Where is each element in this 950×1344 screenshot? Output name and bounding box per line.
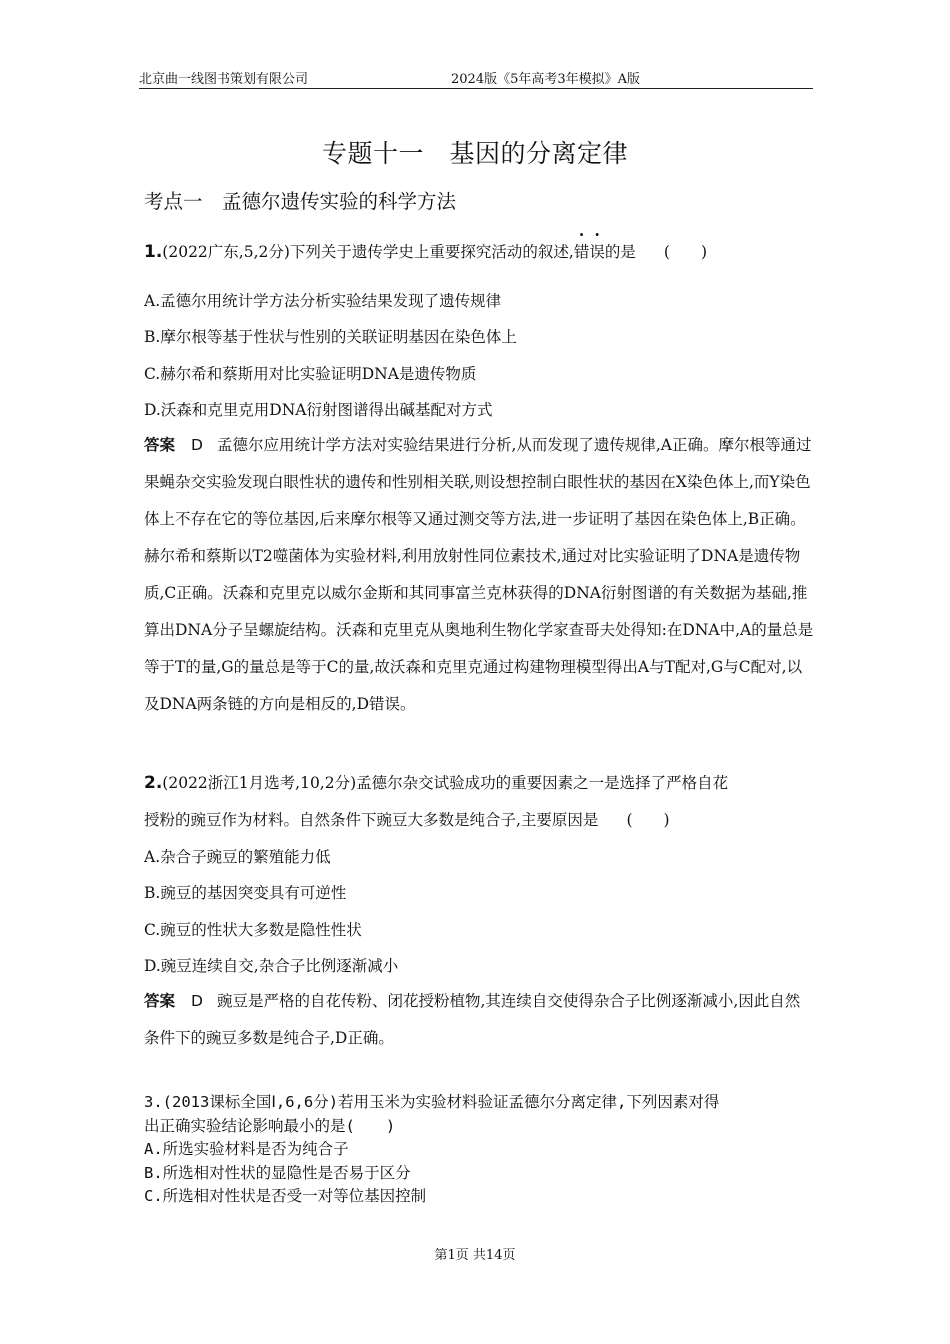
answer-letter: D — [191, 436, 203, 454]
option-c: C.豌豆的性状大多数是隐性性状 — [144, 921, 362, 939]
answer-blank: ( ) — [663, 243, 707, 261]
answer-analysis: 孟德尔应用统计学方法对实验结果进行分析,从而发现了遗传规律,A正确。摩尔根等通过果蝇杂交实验发现白眼性状的遗传和性别相关联,则设想控制白眼性状的基因在X染色体上,而Y染色体上不存在它的等位基因,后来摩尔根等又通过测交等方法,进一步证明了基因在染色体上,B正确。赫尔希和蔡斯以T2噬菌体为实验材料,利用放射性同位素技术,通过对比实验证明了DNA是遗传物质,C正确。沃森和克里克以威尔金斯和其同事富兰克林获得的DNA衍射图谱的有关数据为基础,推算出DNA分子呈螺旋结构。沃森和克里克从奥地利生物化学家查哥夫处得知:在DNA中,A的量总是等于T的量,G的量总是等于C的量,故沃森和克里克通过构建物理模型得出A与T配对,G与C配对,以及DNA两条链的方向是相反的,D错误。 — [144, 436, 814, 713]
question-2-stem — [144, 771, 728, 793]
question-2-stem-cont — [144, 808, 670, 830]
question-number: 2. — [144, 773, 163, 793]
option-d: D.豌豆连续自交,杂合子比例逐渐减小 — [144, 957, 399, 975]
option-a: A.所选实验材料是否为纯合子 — [144, 1140, 349, 1158]
option-b: B.豌豆的基因突变具有可逆性 — [144, 884, 347, 902]
answer-1 — [144, 427, 814, 723]
option-c: C.赫尔希和蔡斯用对比实验证明DNA是遗传物质 — [144, 365, 477, 383]
question-stem-text: 的是 — [604, 243, 636, 261]
question-stem-text: 3.(2013课标全国Ⅰ,6,6分)若用玉米为实验材料验证孟德尔分离定律,下列因素对得 — [144, 1093, 720, 1111]
section-heading: 考点一 孟德尔遗传实验的科学方法 — [144, 190, 457, 213]
option-a: A.杂合子豌豆的繁殖能力低 — [144, 848, 331, 866]
page-header — [139, 66, 813, 89]
answer-2 — [144, 983, 814, 1057]
option-c: C.所选相对性状是否受一对等位基因控制 — [144, 1187, 427, 1205]
answer-label: 答案 — [144, 992, 176, 1010]
option-b: B.所选相对性状的显隐性是否易于区分 — [144, 1163, 411, 1182]
emphasis-mark: 错 — [573, 243, 590, 261]
question-1-stem — [144, 240, 707, 262]
emphasis-mark: 误 — [589, 243, 605, 261]
question-3 — [144, 1091, 804, 1209]
answer-analysis: 豌豆是严格的自花传粉、闭花授粉植物,其连续自交使得杂合子比例逐渐减小,因此自然条件下的豌豆多数是纯合子,D正确。 — [144, 992, 801, 1047]
option-b: B.摩尔根等基于性状与性别的关联证明基因在染色体上 — [144, 328, 517, 346]
book-title: 2024版《5年高考3年模拟》A版 — [451, 72, 641, 87]
answer-label: 答案 — [144, 436, 176, 454]
answer-letter: D — [191, 992, 203, 1010]
question-stem-text: (2022广东,5,2分)下列关于遗传学史上重要探究活动的叙述, — [162, 243, 574, 261]
option-d: D.沃森和克里克用DNA衍射图谱得出碱基配对方式 — [144, 401, 493, 419]
question-stem-text: 出正确实验结论影响最小的是( ) — [144, 1116, 396, 1135]
question-number: 1. — [144, 242, 163, 262]
question-stem-text: 授粉的豌豆作为材料。自然条件下豌豆大多数是纯合子,主要原因是 — [144, 811, 599, 829]
answer-blank: ( ) — [626, 811, 670, 829]
publisher-name: 北京曲一线图书策划有限公司 — [139, 72, 309, 87]
page-number: 第1页 共14页 — [434, 1248, 516, 1263]
option-a: A.孟德尔用统计学方法分析实验结果发现了遗传规律 — [144, 292, 502, 310]
question-stem-text: (2022浙江1月选考,10,2分)孟德尔杂交试验成功的重要因素之一是选择了严格自花 — [162, 774, 729, 792]
chapter-title: 专题十一 基因的分离定律 — [321, 139, 628, 168]
